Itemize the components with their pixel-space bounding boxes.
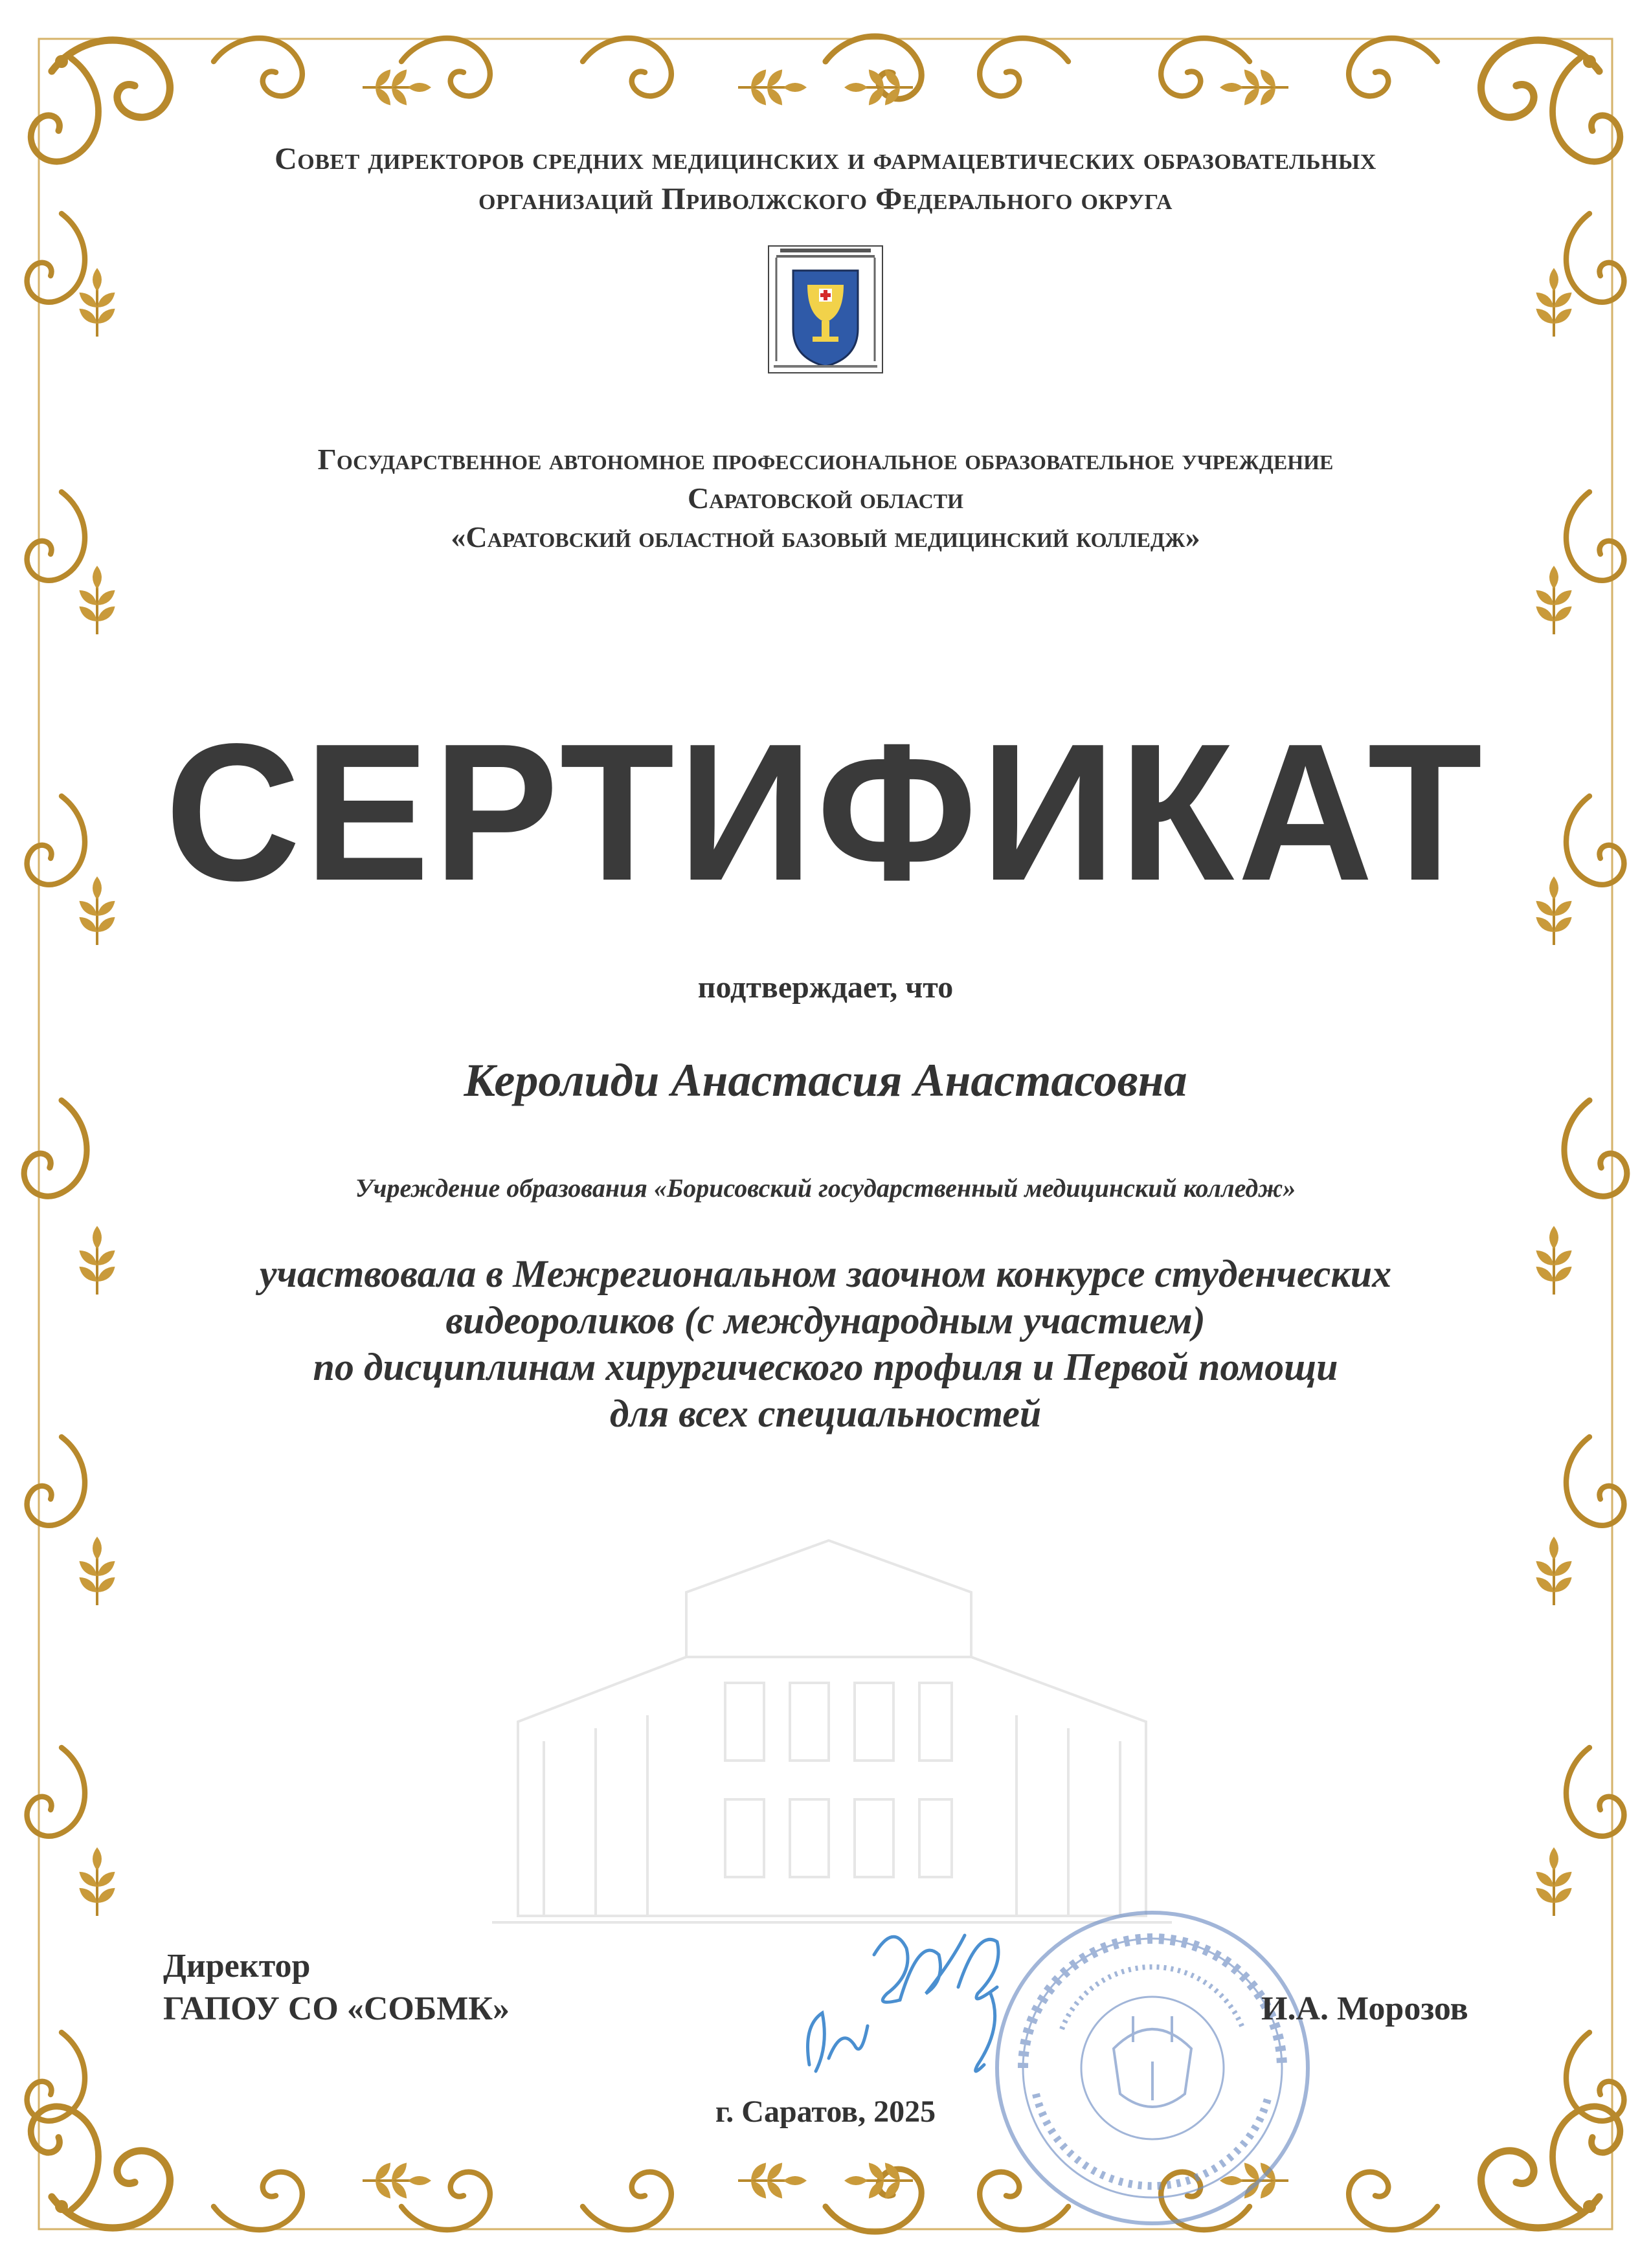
signatory-position [163,1945,510,2030]
signatory-position-line-1: Директор [163,1948,311,1984]
council-line-2: организаций Приволжского Федерального округа [478,182,1173,216]
signature-icon [783,1896,1055,2091]
achievement-line-1: участвовала в Межрегиональном заочном конкурсе студенческих [259,1252,1392,1295]
college-emblem-icon [767,245,884,374]
institution-line-2: Саратовской области [688,482,963,515]
institution-line-1: Государственное автономное профессиональное образовательное учреждение [317,443,1334,476]
recipient-name: Керолиди Анастасия Анастасовна [464,1054,1187,1106]
place-date: г. Саратов, 2025 [715,2095,936,2129]
achievement-line-2: видеороликов (с международным участием) [445,1299,1206,1342]
recipient-organization: Учреждение образования «Борисовский государственный медицинский колледж» [355,1173,1296,1203]
confirms-text: подтверждает, что [697,970,954,1005]
institution-line-3: «Саратовский областной базовый медицинский колледж» [451,520,1200,553]
certificate-title: СЕРТИФИКАТ [164,703,1487,921]
signatory-position-line-2: ГАПОУ СО «СОБМК» [163,1990,510,2027]
institution-header [0,440,1651,557]
council-header [0,139,1651,219]
signatory-name: И.А. Морозов [1261,1990,1468,2027]
council-line-1: Совет директоров средних медицинских и фармацевтических образовательных [275,142,1376,176]
achievement-line-4: для всех специальностей [609,1392,1042,1435]
achievement-line-3: по дисциплинам хирургического профиля и Первой помощи [313,1346,1338,1388]
building-watermark [492,1528,1172,1942]
achievement-text [0,1251,1651,1437]
